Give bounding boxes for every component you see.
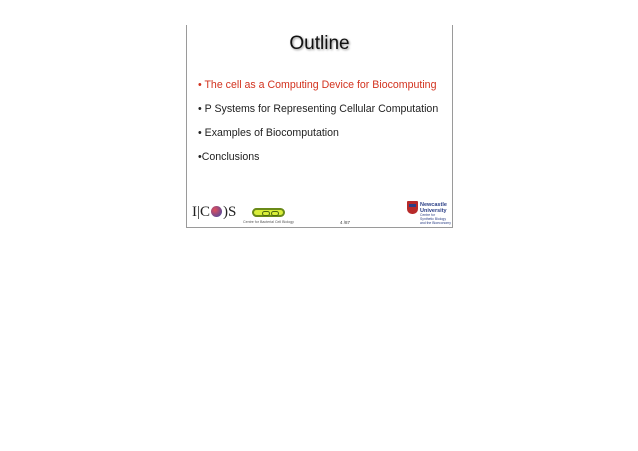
centre-line2: Synthetic Biology xyxy=(420,216,447,221)
centre-line1: Centre for xyxy=(420,213,436,217)
icos-ring-icon xyxy=(211,206,222,217)
icos-logo: I|C )S xyxy=(192,204,237,220)
icos-logo-i: I xyxy=(192,204,197,220)
university-name-line2: University xyxy=(420,208,447,214)
bullet-p-systems: • P Systems for Representing Cellular Computation xyxy=(198,103,439,115)
slide-canvas xyxy=(186,25,453,228)
bullet-cell-computing-device: • The cell as a Computing Device for Biocomputing xyxy=(198,79,437,91)
centre-line3: and the Bioeconomy xyxy=(420,220,451,225)
csb-caption: Centre for Bacterial Cell Biology xyxy=(243,220,294,224)
page-number: 4 /87 xyxy=(340,220,351,225)
bullet-examples-biocomputation: • Examples of Biocomputation xyxy=(198,127,339,139)
bullet-conclusions: •Conclusions xyxy=(198,151,260,163)
centre-name xyxy=(420,214,451,225)
slide-title: Outline xyxy=(289,33,350,54)
slide-footer xyxy=(187,201,452,227)
university-crest-icon xyxy=(407,201,418,214)
icos-logo-c: C xyxy=(200,204,211,220)
icos-logo-s: S xyxy=(228,204,237,220)
university-name-line1: Newcastle xyxy=(420,202,447,208)
bacterial-cell-logo-icon xyxy=(252,208,285,217)
